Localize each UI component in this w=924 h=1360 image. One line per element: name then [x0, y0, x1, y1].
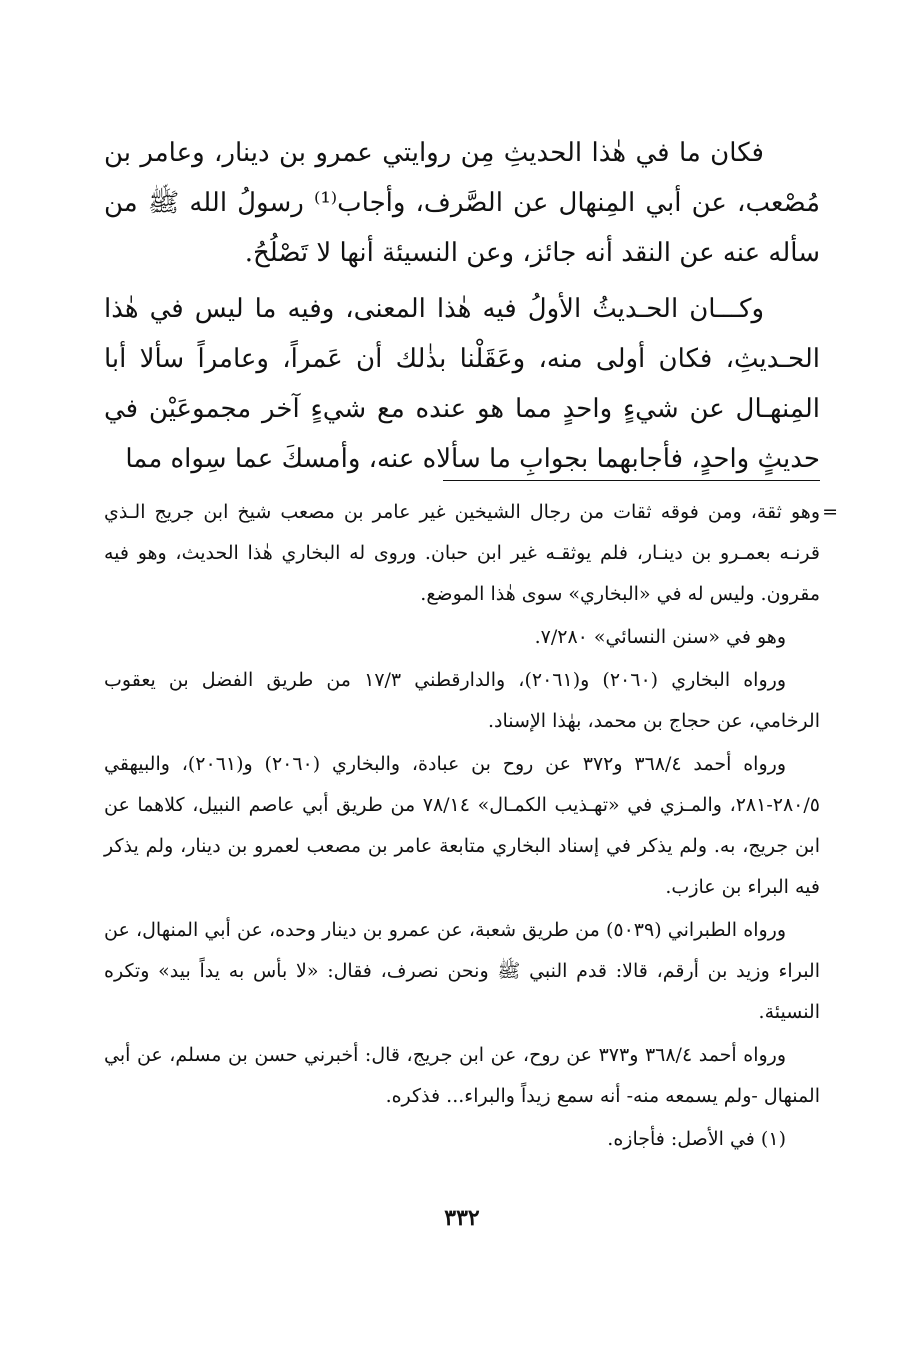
footnote-paragraph: ورواه الطبراني (٥٠٣٩) من طريق شعبة، عن عمرو بن دينار وحده، عن أبي المنهال، عن البراء وزيد بن أرقم، قالا: قدم النبي ﷺ ونحن نصرف، فقال: «لا بأس به يداً بيد» وتكره النسيئة. — [104, 919, 820, 1023]
footnote-paragraph: ورواه أحمد ٣٦٨/٤ و٣٧٣ عن روح، عن ابن جريج، قال: أخبرني حسن بن مسلم، عن أبي المنهال -ولم يسمعه منه- أنه سمع زيداً والبراء... فذكره. — [104, 1044, 820, 1107]
footnote-continuation — [104, 492, 838, 615]
footnote-separator — [443, 480, 820, 481]
footnote-paragraph: وهو في «سنن النسائي» ٧/٢٨٠. — [534, 626, 786, 648]
main-text — [104, 128, 820, 484]
page-number: ٣٣٢ — [444, 1205, 480, 1231]
footnote-paragraph: ورواه أحمد ٣٦٨/٤ و٣٧٢ عن روح بن عبادة، والبخاري (٢٠٦٠) و(٢٠٦١)، والبيهقي ٢٨٠/٥-٢٨١، والمـزي في «تهـذيب الكمـال» ٧٨/١٤ من طريق أبي عاصم النبيل، كلاهما عن ابن جريج، به. ولم يذكر في إسناد البخاري متابعة عامر بن مصعب لعمرو بن دينار، ولم يذكر فيه البراء بن عازب. — [104, 753, 820, 898]
main-paragraph-2: وكـــان الحـديثُ الأولُ فيه هٰذا المعنى، وفيه ما ليس في هٰذا الحـديثِ، فكان أولى منه، وعَقَلْنا بذٰلك أن عَمراً، وعامراً سألا أبا المِنهـال عن شيءٍ واحدٍ مما هو عنده مع شيءٍ آخر مجموعَيْن في حديثٍ واحدٍ، فأجابهما بجوابِ ما سألاه عنه، وأمسكَ عما سِواه مما — [104, 294, 820, 474]
footnote-1: (١) في الأصل: فأجازه. — [607, 1128, 786, 1150]
main-paragraph-1: فكان ما في هٰذا الحديثِ مِن روايتي عمرو بن دينار، وعامر بن مُصْعب، عن أبي المِنهال عن الصَّرف، وأجاب⁽¹⁾ رسولُ الله ﷺ من سأله عنه عن النقد أنه جائز، وعن النسيئة أنها لا تَصْلُحُ. — [104, 138, 820, 268]
footnote-paragraph: ورواه البخاري (٢٠٦٠) و(٢٠٦١)، والدارقطني ١٧/٣ من طريق الفضل بن يعقوب الرخامي، عن حجاج بن محمد، بهٰذا الإسناد. — [104, 669, 820, 732]
footnote-continuation-text: وهو ثقة، ومن فوقه ثقات من رجال الشيخين غير عامر بن مصعب شيخ ابن جريج الـذي قرنـه بعمـرو بن دينـار، فلم يوثقـه غير ابن حبان. وروى له البخاري هٰذا الحديث، وهو فيه مقرون. وليس له في «البخاري» سوى هٰذا الموضع. — [104, 501, 820, 605]
footnotes — [104, 492, 838, 1160]
continuation-mark: = — [822, 501, 838, 523]
